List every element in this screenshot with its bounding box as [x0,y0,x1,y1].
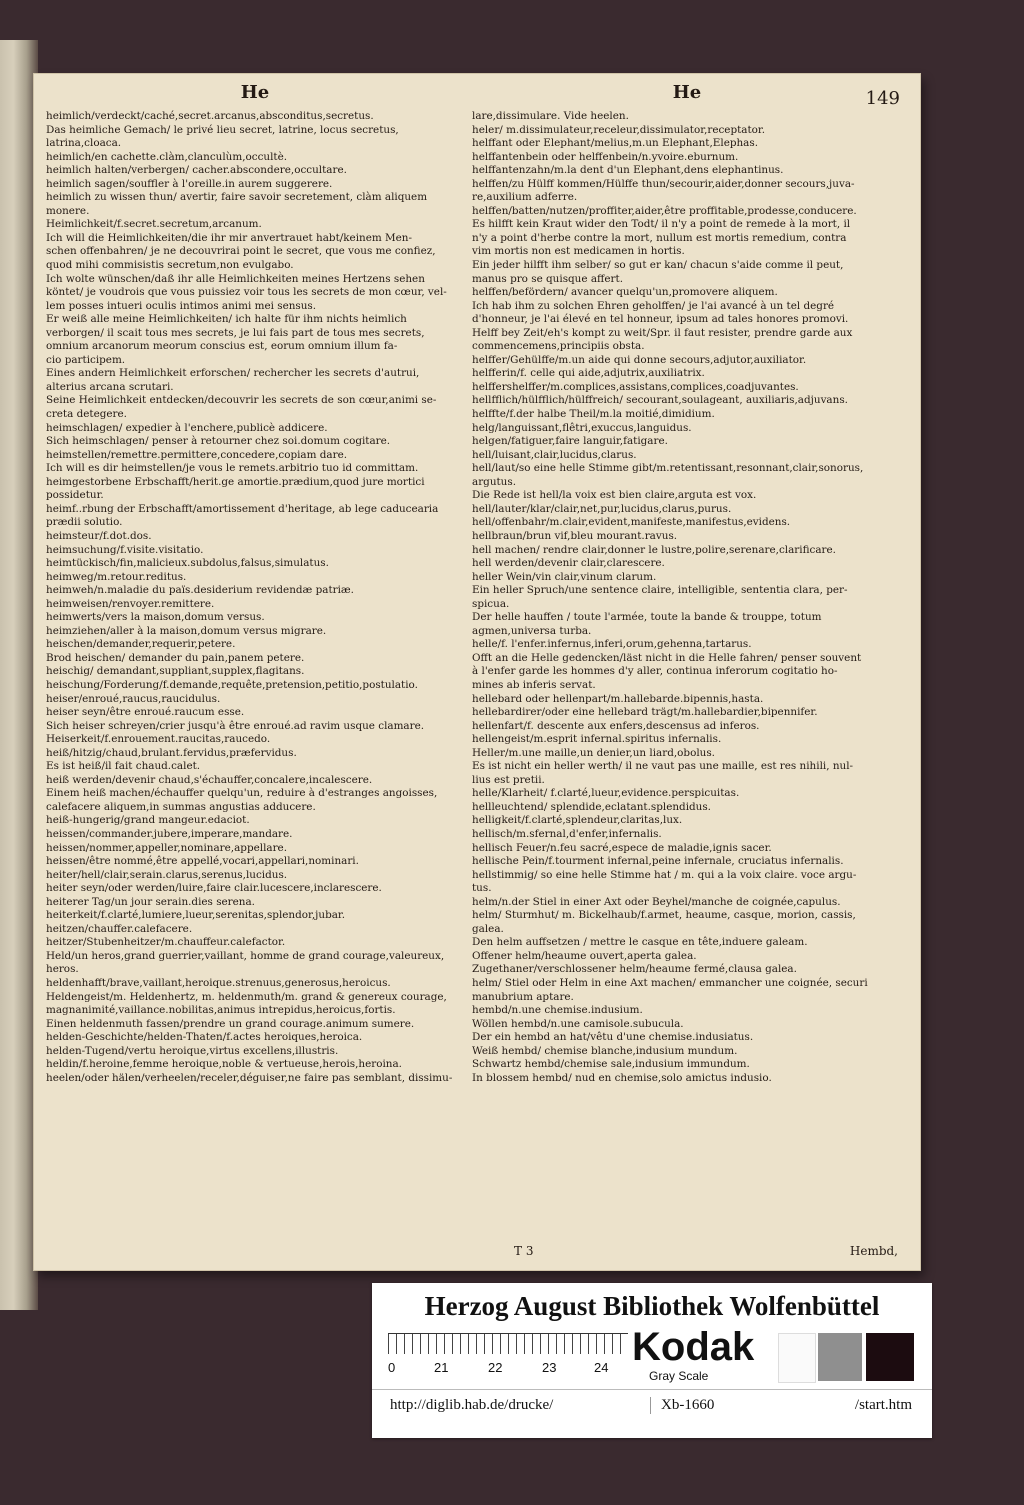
dictionary-line: Das heimliche Gemach/ le privé lieu secret, latrine, locus secretus, [46,123,399,136]
source-url: http://diglib.hab.de/drucke/ [390,1397,554,1413]
dictionary-line: In blossem hembd/ nud en chemise,solo amictus indusio. [472,1071,772,1084]
dictionary-line: manubrium aptare. [472,990,574,1003]
dictionary-line: heissen/nommer,appeller,nominare,appellare. [46,841,288,854]
kodak-logo: Kodak [632,1325,755,1369]
dictionary-line: Es ist heiß/il fait chaud.calet. [46,760,201,773]
page-number: 149 [865,88,900,109]
right-column [472,82,902,1085]
dictionary-line: heimtückisch/fin,malicieux.subdolus,falsus,simulatus. [46,557,329,570]
dictionary-line: monere. [46,204,90,217]
white-swatch [778,1333,816,1383]
dictionary-line: Held/un heros,grand guerrier,vaillant, homme de grand courage,valeureux, [46,949,445,962]
ruler-number: 24 [594,1360,609,1375]
dictionary-line: heimlich/verdeckt/caché,secret.arcanus,absconditus,secretus. [46,110,374,122]
right-entries [472,110,902,1085]
dictionary-line: heissen/commander.jubere,imperare,mandare. [46,827,293,840]
color-target-card [372,1283,932,1438]
dictionary-line: hellebardirer/oder eine hellebard trägt/m.hallebardier,bipennifer. [472,706,818,719]
dictionary-line: heller Wein/vin clair,vinum clarum. [472,570,657,583]
dictionary-line: n'y a point d'herbe contre la mort, nullum est mortis remedium, contra [472,231,847,244]
dictionary-line: cio participem. [46,353,126,366]
dictionary-line: hell machen/ rendre clair,donner le lustre,polire,serenare,clarificare. [472,543,836,556]
dictionary-line: Ein heller Spruch/une sentence claire, intelligible, sententia clara, per- [472,584,848,597]
dictionary-line: helle/Klarheit/ f.clarté,lueur,evidence.perspicuitas. [472,787,740,800]
signature-mark: T 3 [514,1244,534,1258]
dictionary-line: heimsuchung/f.visite.visitatio. [46,543,204,556]
dictionary-line: alterius arcana scrutari. [46,380,174,393]
dictionary-line: heelen/oder hälen/verheelen/receler,déguiser,ne faire pas semblant, dissimu- [46,1071,453,1084]
dictionary-line: heimlich/en cachette.clàm,clanculùm,occultè. [46,150,288,163]
dictionary-line: hell/luisant,clair,lucidus,clarus. [472,448,637,461]
dictionary-line: heiter/hell/clair,serain.clarus,serenus,lucidus. [46,868,288,881]
url-suffix: /start.htm [854,1397,912,1413]
dictionary-line: helffen/zu Hülff kommen/Hülffe thun/secourir,aider,donner secours,juva- [472,177,855,190]
ruler-scale [388,1333,628,1380]
dictionary-line: heimschlagen/ expedier à l'enchere,publicè addicere. [46,421,328,434]
dictionary-line: heimziehen/aller à la maison,domum versus migrare. [46,624,327,637]
dictionary-line: heiß-hungerig/grand mangeur.edaciot. [46,814,250,827]
dictionary-line: argutus. [472,475,517,488]
dictionary-line: heitzer/Stubenheitzer/m.chauffeur.calefactor. [46,936,286,949]
dictionary-line: Ich wolte wünschen/daß ihr alle Heimlichkeiten meines Hertzens sehen [46,272,425,285]
dictionary-line: Heimlichkeit/f.secret.secretum,arcanum. [46,218,262,231]
dictionary-line: heimweg/m.retour.reditus. [46,570,187,583]
dictionary-line: Der helle hauffen / toute l'armée, toute la bande & trouppe, totum [472,611,822,624]
ruler-number: 22 [488,1360,503,1375]
dictionary-line: hellenfart/f. descente aux enfers,descensus ad inferos. [472,719,760,732]
ruler-number: 0 [388,1360,396,1375]
dictionary-line: spicua. [472,597,510,610]
dictionary-line: Einem heiß machen/échauffer quelqu'un, reduire à d'estranges angoisses, [46,787,438,800]
dictionary-line: tus. [472,882,492,895]
dictionary-line: helden-Geschichte/helden-Thaten/f.actes heroiques,heroica. [46,1031,363,1044]
dictionary-line: heitzen/chauffer.calefacere. [46,922,193,935]
dictionary-line: heiterkeit/f.clarté,lumiere,lueur,serenitas,splendor,jubar. [46,909,346,922]
dictionary-line: helffen/befördern/ avancer quelqu'un,promovere aliquem. [472,286,778,299]
dictionary-line: heiß werden/devenir chaud,s'échauffer,concalere,incalescere. [46,773,373,786]
dictionary-line: agmen,universa turba. [472,624,592,637]
dictionary-line: Seine Heimlichkeit entdecken/decouvrir les secrets de son cœur,animi se- [46,394,437,407]
dictionary-line: heimgestorbene Erbschafft/herit.ge amortie.prædium,quod jure mortici [46,475,425,488]
dictionary-line: à l'enfer garde les hommes d'y aller, continua inferorum cogitatio ho- [472,665,838,678]
dictionary-line: Ein jeder hilfft ihm selber/ so gut er kan/ chacun s'aide comme il peut, [472,259,844,272]
dictionary-line: heiser seyn/être enroué.raucum esse. [46,706,245,719]
dictionary-line: Den helm auffsetzen / mettre le casque en tête,induere galeam. [472,936,808,949]
dictionary-line: helg/languissant,flêtri,exuccus,languidus. [472,421,692,434]
dictionary-line: heimf..rbung der Erbschafft/amortissement d'heritage, ab lege caducearia [46,502,439,515]
dictionary-line: lem posses intueri oculis intimos animi mei sensus. [46,299,317,312]
dictionary-line: heimweisen/renvoyer.remittere. [46,597,215,610]
dictionary-line: heimlich halten/verbergen/ cacher.abscondere,occultare. [46,164,347,177]
shelfmark: Xb-1660 [650,1397,714,1414]
dictionary-line: Wöllen hembd/n.une camisole.subucula. [472,1017,684,1030]
dictionary-line: heimstellen/remettre.permittere,concedere,copiam dare. [46,448,348,461]
dictionary-line: heiß/hitzig/chaud,brulant.fervidus,præfervidus. [46,746,297,759]
dictionary-line: helffant oder Elephant/melius,m.un Elephant,Elephas. [472,137,759,150]
black-swatch [866,1333,914,1381]
dictionary-line: Brod heischen/ demander du pain,panem petere. [46,651,305,664]
dictionary-line: Heller/m.une maille,un denier,un liard,obolus. [472,746,715,759]
dictionary-line: re,auxilium adferre. [472,191,578,204]
dictionary-line: hellbraun/brun vif,bleu mourant.ravus. [472,529,678,542]
dictionary-line: helfferin/f. celle qui aide,adjutrix,auxiliatrix. [472,367,705,380]
dictionary-line: hell werden/devenir clair,clarescere. [472,557,665,570]
dictionary-line: magnanimité,vaillance.nobilitas,animus intrepidus,heroicus,fortis. [46,1004,396,1017]
book-page [34,74,920,1270]
dictionary-line: heischen/demander,requerir,petere. [46,638,236,651]
dictionary-line: hellfflich/hülfflich/hülffreich/ secourant,soulageant, auxiliaris,adjuvans. [472,394,848,407]
dictionary-line: Ich hab ihm zu solchen Ehren geholffen/ je l'ai avancé à un tel degré [472,299,835,312]
dictionary-line: heldenhafft/brave,vaillant,heroique.strenuus,generosus,heroicus. [46,977,391,989]
dictionary-line: hellebard oder hellenpart/m.hallebarde.bipennis,hasta. [472,692,764,705]
dictionary-line: heimsteur/f.dot.dos. [46,529,152,542]
dictionary-line: heissen/être nommé,être appellé,vocari,appellari,nominari. [46,855,359,868]
dictionary-line: Eines andern Heimlichkeit erforschen/ rechercher les secrets d'autrui, [46,367,420,380]
dictionary-line: köntet/ je voudrois que vous puissiez voir tous les secrets de mon cœur, vel- [46,286,447,299]
dictionary-line: hellleuchtend/ splendide,eclatant.splendidus. [472,800,711,813]
dictionary-line: heiterer Tag/un jour serain.dies serena. [46,895,255,908]
dictionary-line: Offener helm/heaume ouvert,aperta galea. [472,949,697,962]
ruler-number: 23 [542,1360,557,1375]
dictionary-line: Ich will die Heimlichkeiten/die ihr mir anvertrauet habt/keinem Men- [46,231,413,244]
dictionary-line: Es hilfft kein Kraut wider den Todt/ il n'y a point de remede à la mort, il [472,218,851,231]
dictionary-line: Sich heiser schreyen/crier jusqu'à être enroué.ad ravim usque clamare. [46,719,425,732]
dictionary-line: helle/f. l'enfer.infernus,inferi,orum,gehenna,tartarus. [472,638,752,651]
right-running-head: He [672,82,702,103]
dictionary-line: helm/n.der Stiel in einer Axt oder Beyhel/manche de coignée,capulus. [472,895,841,908]
dictionary-line: helffer/Gehülffe/m.un aide qui donne secours,adjutor,auxiliator. [472,353,807,366]
dictionary-line: helffen/batten/nutzen/proffiter,aider,être proffitable,prodesse,conducere. [472,204,857,217]
card-divider [372,1389,932,1390]
dictionary-line: helffantenzahn/m.la dent d'un Elephant,dens elephantinus. [472,164,784,177]
left-running-head: He [240,82,270,103]
dictionary-line: heiser/enroué,raucus,raucidulus. [46,692,221,705]
dictionary-line: heler/ m.dissimulateur,receleur,dissimulator,receptator. [472,123,766,136]
dictionary-line: verborgen/ il scait tous mes secrets, je lui fais part de tous mes secrets, [46,326,425,339]
dictionary-line: creta detegere. [46,408,127,421]
dictionary-line: commencemens,principiis obsta. [472,340,645,353]
gray-scale-label: Gray Scale [649,1369,709,1383]
dictionary-line: helden-Tugend/vertu heroique,virtus excellens,illustris. [46,1044,339,1057]
dictionary-line: quod mihi commisistis secretum,non evulgabo. [46,259,294,272]
dictionary-line: Sich heimschlagen/ penser à retourner chez soi.domum cogitare. [46,435,391,448]
gray-swatch [818,1333,862,1381]
dictionary-line: lare,dissimulare. Vide heelen. [472,110,629,122]
dictionary-line: hellisch/m.sfernal,d'enfer,infernalis. [472,827,662,840]
dictionary-line: Heldengeist/m. Heldenhertz, m. heldenmuth/m. grand & genereux courage, [46,990,447,1003]
dictionary-line: hell/offenbahr/m.clair,evident,manifeste,manifestus,evidens. [472,516,791,529]
dictionary-line: manus pro se quisque affert. [472,272,623,285]
dictionary-line: helm/ Stiel oder Helm in eine Axt machen/ emmancher une coignée, securi [472,977,868,989]
dictionary-line: heldin/f.heroine,femme heroique,noble & vertueuse,herois,heroina. [46,1058,402,1071]
dictionary-line: heimlich zu wissen thun/ avertir, faire savoir secretement, clàm aliquem [46,191,428,204]
dictionary-line: galea. [472,922,504,935]
dictionary-line: heischung/Forderung/f.demande,requête,pretension,petitio,postulatio. [46,678,418,691]
dictionary-line: prædii solutio. [46,516,123,529]
dictionary-line: Offt an die Helle gedencken/läst nicht in die Helle fahren/ penser souvent [472,651,862,664]
dictionary-line: Helff bey Zeit/eh's kompt zu weit/Spr. il faut resister, prendre garde aux [472,326,853,339]
card-footer [372,1397,932,1427]
dictionary-line: heimlich sagen/souffler à l'oreille.in aurem suggerere. [46,177,333,190]
dictionary-line: vim mortis non est medicamen in hortis. [472,245,685,258]
dictionary-line: latrina,cloaca. [46,137,122,150]
dictionary-line: Weiß hembd/ chemise blanche,indusium mundum. [472,1044,738,1057]
dictionary-line: hellengeist/m.esprit infernal.spiritus infernalis. [472,733,722,746]
library-title: Herzog August Bibliothek Wolfenbüttel [424,1291,880,1321]
ruler-ticks [388,1334,628,1354]
dictionary-line: mines ab inferis servat. [472,678,596,691]
dictionary-line: helligkeit/f.clarté,splendeur,claritas,lux. [472,814,683,827]
dictionary-line: hembd/n.une chemise.indusium. [472,1004,643,1017]
dictionary-line: Einen heldenmuth fassen/prendre un grand courage.animum sumere. [46,1017,415,1030]
dictionary-line: heimwerts/vers la maison,domum versus. [46,611,265,624]
dictionary-line: hellstimmig/ so eine helle Stimme hat / m. qui a la voix claire. voce argu- [472,868,857,881]
previous-page-edge [0,40,38,1310]
dictionary-line: Der ein hembd an hat/vêtu d'une chemise.indusiatus. [472,1031,754,1044]
dictionary-line: Heiserkeit/f.enrouement.raucitas,raucedo. [46,733,271,746]
dictionary-line: Zugethaner/verschlossener helm/heaume fermé,clausa galea. [472,963,797,976]
dictionary-line: heischig/ demandant,suppliant,supplex,flagitans. [46,665,305,678]
dictionary-line: Es ist nicht ein heller werth/ il ne vaut pas une maille, est res nihili, nul- [472,760,854,773]
dictionary-line: d'honneur, je l'ai élevé en tel honneur, ipsum ad tales honores promovi. [472,313,849,326]
ruler-number: 21 [434,1360,449,1375]
dictionary-line: heros. [46,963,79,976]
dictionary-line: Schwartz hembd/chemise sale,indusium immundum. [472,1058,750,1071]
dictionary-line: possidetur. [46,489,104,502]
dictionary-line: helgen/fatiguer,faire languir,fatigare. [472,435,668,448]
left-column [46,82,464,1085]
dictionary-line: helffershelffer/m.complices,assistans,complices,coadjuvantes. [472,380,799,393]
dictionary-line: hellisch Feuer/n.feu sacré,espece de maladie,ignis sacer. [472,841,772,854]
dictionary-line: hell/laut/so eine helle Stimme gibt/m.retentissant,resonnant,clair,sonorus, [472,462,864,475]
dictionary-line: omnium arcanorum meorum conscius est, eorum omnium illum fa- [46,340,398,353]
dictionary-line: Ich will es dir heimstellen/je vous le remets.arbitrio tuo id committam. [46,462,419,475]
left-entries [46,110,464,1085]
dictionary-line: hell/lauter/klar/clair,net,pur,lucidus,clarus,purus. [472,502,732,515]
dictionary-line: schen offenbahren/ je ne decouvrirai point le secret, que vous me confiez, [46,245,436,258]
dictionary-line: hellische Pein/f.tourment infernal,peine infernale, cruciatus infernalis. [472,855,844,868]
catchword: Hembd, [849,1244,898,1258]
dictionary-line: Die Rede ist hell/la voix est bien claire,arguta est vox. [472,489,757,502]
dictionary-line: helffantenbein oder helffenbein/n.yvoire.eburnum. [472,150,739,163]
dictionary-line: heimweh/n.maladie du païs.desiderium revidendæ patriæ. [46,584,354,597]
dictionary-line: helm/ Sturmhut/ m. Bickelhaub/f.armet, heaume, casque, morion, cassis, [472,909,856,922]
dictionary-line: heiter seyn/oder werden/luire,faire clair.lucescere,inclarescere. [46,882,382,895]
dictionary-line: Er weiß alle meine Heimlichkeiten/ ich halte für ihm nichts heimlich [46,313,407,326]
dictionary-line: calefacere aliquem,in summas angustias adducere. [46,800,316,813]
dictionary-line: lius est pretii. [472,773,545,786]
dictionary-line: helffte/f.der halbe Theil/m.la moitié,dimidium. [472,408,715,421]
